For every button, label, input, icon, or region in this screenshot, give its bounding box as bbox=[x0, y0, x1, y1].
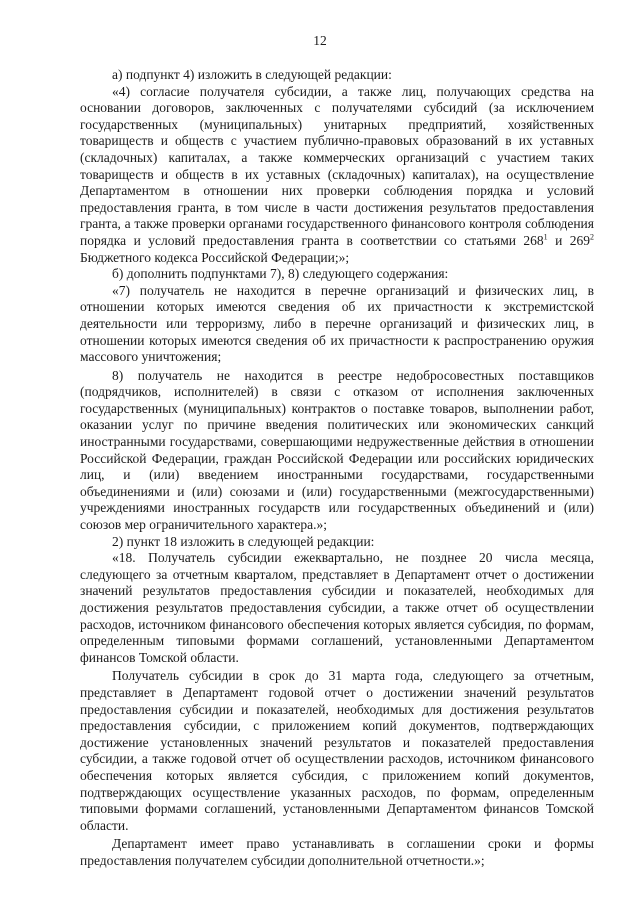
paragraph-subpoint-8: 8) получатель не находится в реестре недобросовестных поставщиков (подрядчиков, исполнителей) в связи с отказом от исполнения заключенных государственных (муниципальных) контрактов о поставке товаров, выполнении работ, оказании услуг по причине введения политических или экономических санкций иностранными государствами, совершающими недружественные действия в отношении Российской Федерации, граждан Российской Федерации или российских юридических лиц, и (или) введением иностранными государствами, государственными объединениями и (или) союзами и (или) государственными (межгосударственными) учреждениями иностранных государств или государственных объединений и (или) союзов мер ограничительного характера.»; bbox=[80, 367, 594, 533]
paragraph-annual-report: Получатель субсидии в срок до 31 марта года, следующего за отчетным, представляет в Департамент годовой отчет о достижении значений результатов предоставления субсидии и показателей, необходимых для достижения результатов предоставления субсидии, с приложением копий документов, подтверждающих достижение установленных значений результатов и показателей предоставления субсидии, а также годовой отчет об осуществлении расходов, источником финансового обеспечения которых является субсидия, с приложением копий документов, подтверждающих осуществление указанных расходов, по формам, определенным типовыми формами соглашений, установленными Департаментом финансов Томской области. bbox=[80, 668, 594, 833]
paragraph-additional-reporting: Департамент имеет право устанавливать в соглашении сроки и формы предоставления получателем субсидии дополнительной отчетности.»; bbox=[80, 836, 594, 868]
subpoint-4-text: «4) согласие получателя субсидии, а также лиц, получающих средства на основании договоров, заключенных с получателями субсидий (за исключением государственных (муниципальных) унитарных предприятий, хозяйственных товариществ и обществ с участием публично-правовых образований в их уставных (складочных) капиталах, а также коммерческих организаций с участием таких товариществ и обществ в их уставных (складочных) капиталах), на осуществление Департаментом в отношении них проверки соблюдения порядка и условий предоставления гранта, в том числе в части достижения результатов предоставления гранта, а также проверки органами государственного финансового контроля соблюдения порядка и условий предоставления гранта в соответствии со статьями 268 bbox=[80, 83, 594, 248]
document-body bbox=[80, 67, 594, 870]
paragraph-point-2: 2) пункт 18 изложить в следующей редакции: bbox=[112, 533, 375, 549]
paragraph-amendment-a: а) подпункт 4) изложить в следующей редакции: bbox=[112, 67, 392, 82]
paragraph-subpoint-7: «7) получатель не находится в перечне организаций и физических лиц, в отношении которых имеются сведения об их причастности к экстремистской деятельности или терроризму, либо в перечне организаций и физических лиц, в отношении которых имеются сведения об их причастности к распространению оружия массового уничтожения; bbox=[80, 282, 594, 365]
paragraph-amendment-b: б) дополнить подпунктами 7), 8) следующего содержания: bbox=[112, 266, 449, 282]
budget-code-reference: Бюджетного кодекса Российской Федерации;»; bbox=[80, 249, 350, 265]
article-269-superscript: 2 bbox=[589, 232, 594, 242]
article-268-superscript: 1 bbox=[543, 232, 548, 242]
paragraph-subpoint-4 bbox=[80, 84, 594, 267]
paragraph-point-18: «18. Получатель субсидии ежеквартально, не позднее 20 числа месяца, следующего за отчетным кварталом, представляет в Департамент отчет о достижении значений результатов предоставления субсидии и показателей, необходимых для достижения результатов предоставления субсидии, а также отчет об осуществлении расходов, источником финансового обеспечения которых является субсидия, по формам, определенным типовыми формами соглашений, установленными Департаментом финансов Томской области. bbox=[80, 550, 594, 665]
article-269-text: и 269 bbox=[547, 232, 590, 248]
page-number: 12 bbox=[313, 33, 327, 48]
